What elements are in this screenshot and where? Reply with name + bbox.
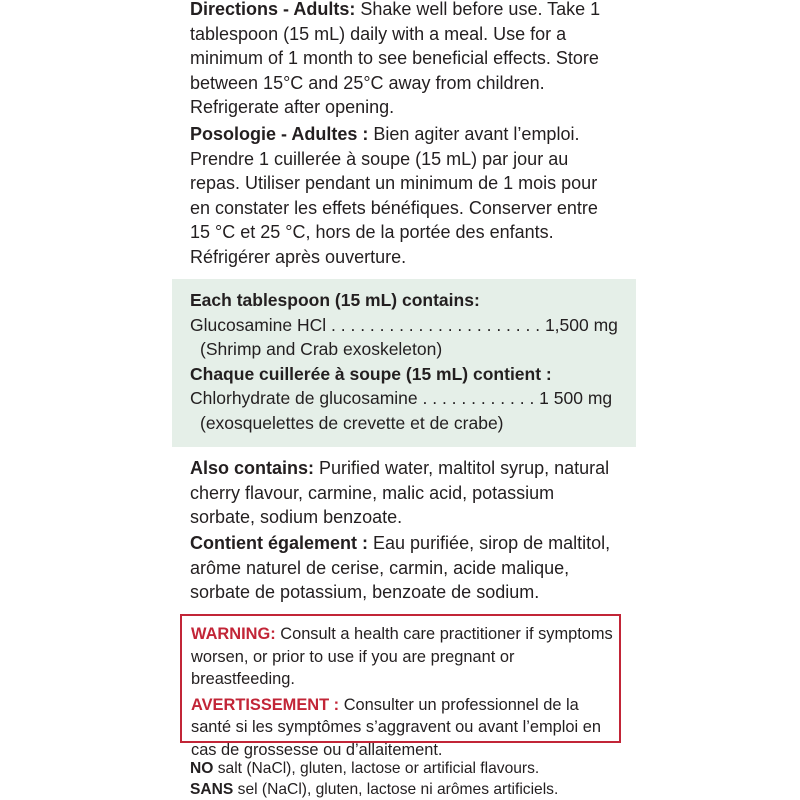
directions-english-body: Shake well before use. Take 1 tablespoon (15 mL) daily with a meal. Use for a minimum of 1 month to see beneficial effects. Store between 15°C and 25°C away from children. Refrigerate after opening.	[190, 0, 601, 118]
ingredients-panel	[172, 279, 636, 447]
warning-english-heading: WARNING:	[191, 625, 276, 643]
ingredient-line-english: Glucosamine HCl . . . . . . . . . . . . . . . . . . . . . . 1,500 mg	[190, 314, 618, 335]
ingredient-line-french: Chlorhydrate de glucosamine . . . . . . . . . . . . 1 500 mg	[190, 388, 613, 409]
directions-french-heading: Posologie - Adultes :	[190, 124, 369, 144]
free-from-english-body: salt (NaCl), gluten, lactose or artificial flavours.	[213, 760, 540, 777]
ingredients-french-heading: Chaque cuillerée à soupe (15 mL) contient :	[190, 363, 552, 384]
warning-french-heading: AVERTISSEMENT :	[191, 695, 340, 714]
warning-english	[191, 623, 621, 691]
ingredient-source-english: (Shrimp and Crab exoskeleton)	[200, 339, 443, 360]
ingredient-source-french: (exosquelettes de crevette et de crabe)	[200, 412, 504, 433]
directions-french-body: Bien agiter avant l’emploi. Prendre 1 cuillerée à soupe (15 mL) par jour au repas. Utiliser pendant un minimum de 1 mois pour en constater les effets bénéfiques. Conserver entre 15 °C et 25 °C, hors de la portée des enfants. Réfrigérer après ouverture.	[190, 124, 598, 267]
free-from-french-body: sel (NaCl), gluten, lactose ni arômes artificiels.	[233, 781, 559, 798]
also-contains-french	[190, 531, 620, 605]
warning-box	[180, 614, 621, 759]
free-from-french-word: SANS	[190, 781, 234, 798]
warning-french	[191, 694, 621, 762]
also-contains-english-body: Purified water, maltitol syrup, natural cherry flavour, carmine, malic acid, potassium sorbate, sodium benzoate.	[190, 458, 610, 528]
warning-english-body: Consult a health care practitioner if symptoms worsen, or prior to use if you are pregnant or breastfeeding.	[191, 625, 613, 689]
also-contains-french-body: Eau purifiée, sirop de maltitol, arôme naturel de cerise, carmin, acide malique, sorbate de potassium, benzoate de sodium.	[190, 533, 611, 603]
directions-english-text	[190, 0, 620, 120]
also-contains-english-heading: Also contains:	[190, 458, 315, 478]
also-contains-english	[190, 456, 620, 530]
free-from-english	[190, 759, 620, 779]
free-from-french	[190, 780, 620, 800]
ingredients-english-heading: Each tablespoon (15 mL) contains:	[190, 290, 480, 310]
warning-french-body: Consulter un professionnel de la santé si les symptômes s’aggravent ou avant l’emploi en cas de grossesse ou d’allaitement.	[191, 695, 601, 759]
directions-french-text	[190, 122, 620, 270]
also-contains-english-text	[190, 456, 620, 530]
directions-french	[190, 122, 620, 270]
directions-english	[190, 0, 620, 120]
also-contains-french-heading: Contient également :	[190, 533, 369, 553]
free-from-english-word: NO	[190, 760, 214, 777]
directions-english-heading: Directions - Adults:	[190, 0, 356, 19]
also-contains-french-text	[190, 531, 620, 605]
